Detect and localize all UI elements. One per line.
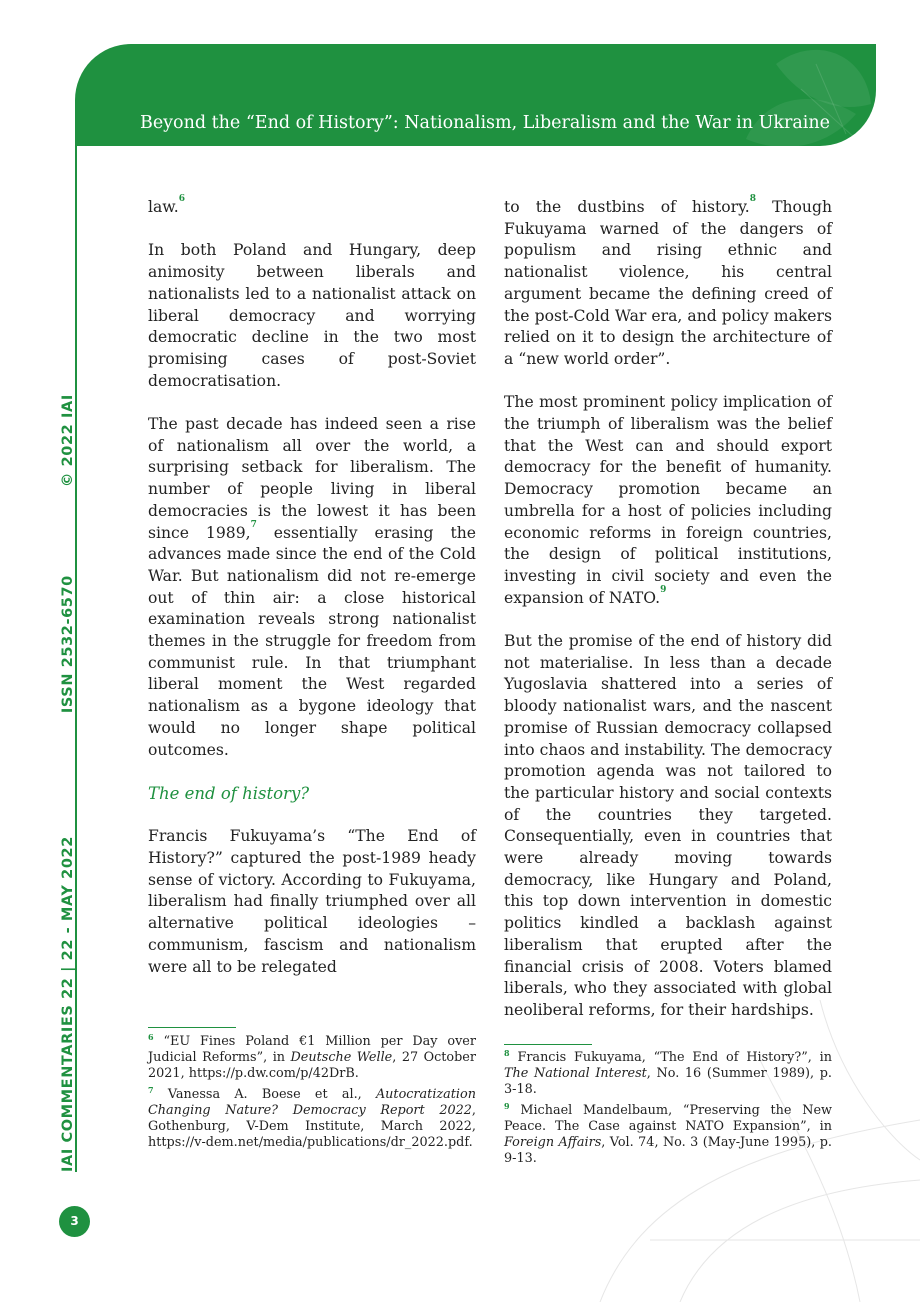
header-banner (75, 44, 876, 146)
paragraph: The past decade has indeed seen a rise of nationalism all over the world, a surprising setback for liberalism. The number of people living in liberal democracies is the lowest it has been since 1989,$^7$ essentially erasing the advances made since the end of the Cold War. But nationalism did not re-emerge out of thin air: a close historical examination reveals strong nationalist themes in the struggle for freedom from communist rule. In that triumphant liberal moment the West regarded nationalism as a bygone ideology that would no longer shape political outcomes. (148, 415, 477, 759)
footnotes-left (148, 1034, 476, 1155)
footnote-ref[interactable]: 7 (250, 519, 257, 530)
section-heading: The end of history? (148, 783, 310, 803)
left-column (148, 194, 477, 1000)
series-label: IAI COMMENTARIES 22 | 22 - MAY 2022 (60, 836, 76, 1172)
paragraph: The most prominent policy implication of the triumph of liberalism was the belief that the West can and should export democracy for the benefit of humanity. Democracy promotion became an umbrella for a host of policies including economic reforms in foreign countries, the design of political institutions, investing in civil society and even the expansion of NATO.$^9$ (504, 393, 832, 607)
paragraph: to the dustbins of history.$^8$ Though Fukuyama warned of the dangers of populism and rising ethnic and nationalist violence, his central argument became the defining creed of the post-Cold War era, and policy makers relied on it to design the architecture of a “new world order”. (504, 194, 832, 368)
right-column (504, 194, 832, 1043)
page-number-badge: 3 (59, 1206, 90, 1237)
footnote: $^8$ Francis Fukuyama, “The End of History?”, in The National Interest, No. 16 (Summer 1989), p. 3-18. (504, 1048, 832, 1098)
paragraph: In both Poland and Hungary, deep animosity between liberals and nationalists led to a nationalist attack on liberal democracy and worrying democratic decline in the two most promising cases of post-Soviet democratisation. (148, 241, 476, 390)
footnotes-right (504, 1050, 832, 1171)
footnote-ref[interactable]: 8 (749, 194, 757, 204)
copyright-label: © 2022 IAI (60, 394, 76, 488)
footnote: $^6$ “EU Fines Poland €1 Million per Day over Judicial Reforms”, in Deutsche Welle, 27 October 2021, https://p.dw.com/p/42DrB. (148, 1032, 476, 1082)
footnote-rule (504, 1044, 592, 1045)
footnote: $^9$ Michael Mandelbaum, “Preserving the New Peace. The Case against NATO Expansion”, in Foreign Affairs, Vol. 74, No. 3 (May-June 1995), p. 9-13. (504, 1100, 832, 1167)
paragraph: law.$^6$ (148, 194, 186, 216)
issn-label: ISSN 2532-6570 (60, 575, 76, 714)
footnote-ref[interactable]: 9 (660, 584, 667, 595)
footnote: $^7$ Vanessa A. Boese et al., Autocratization Changing Nature? Democracy Report 2022, Gothenburg, V-Dem Institute, March 2022, https://v-dem.net/media/publications/dr_2022.pdf. (148, 1084, 476, 1151)
sidebar-vertical-text (60, 394, 76, 1172)
header-title: Beyond the “End of History”: Nationalism, Liberalism and the War in Ukraine (139, 113, 830, 133)
paragraph: But the promise of the end of history did not materialise. In less than a decade Yugoslavia shattered into a series of bloody nationalist wars, and the nascent promise of Russian democracy collapsed into chaos and instability. The democracy promotion agenda was not tailored to the particular history and social contexts of the countries they targeted. Consequentially, even in countries that were already moving towards democracy, like Hungary and Poland, this top down intervention in domestic politics kindled a backlash against liberalism that erupted after the financial crisis of 2008. Voters blamed liberals, who they associated with global neoliberal reforms, for their hardships. (504, 632, 832, 1019)
footnote-ref[interactable]: 6 (178, 194, 186, 204)
paragraph: Francis Fukuyama’s “The End of History?” captured the post-1989 heady sense of victory. According to Fukuyama, liberalism had finally triumphed over all alternative political ideologies – communism, fascism and nationalism were all to be relegated (148, 827, 476, 976)
footnote-rule (148, 1027, 236, 1028)
